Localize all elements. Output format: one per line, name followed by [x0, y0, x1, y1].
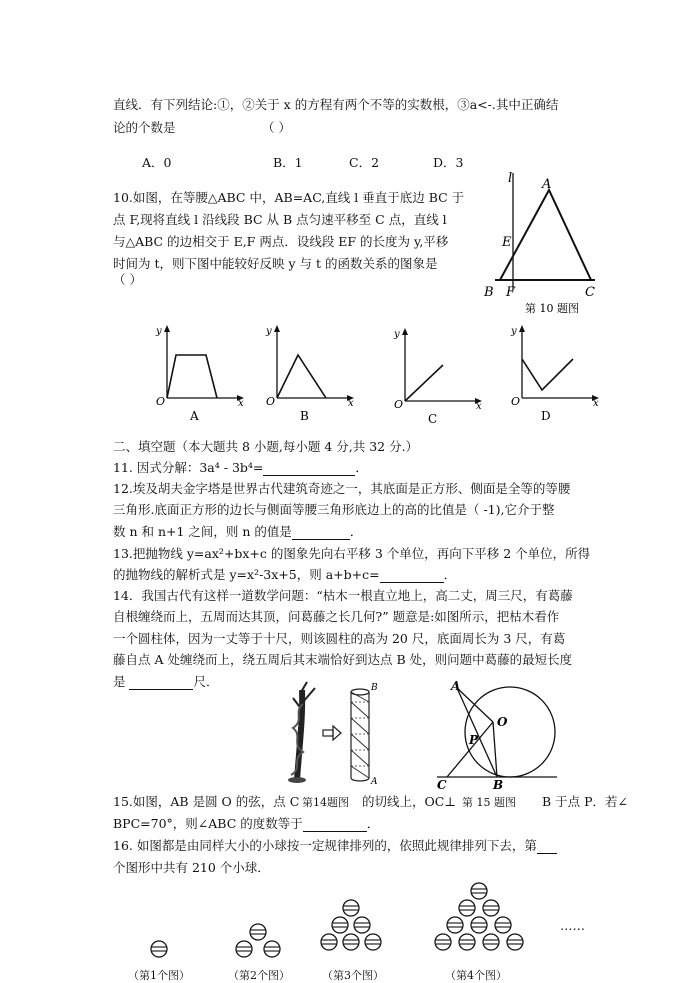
q12-line3-text: 数 n 和 n+1 之间，则 n 的值是 — [113, 524, 292, 539]
q16-caption-4: （第4个图） — [445, 969, 507, 982]
q11-question — [113, 458, 368, 476]
ball — [151, 941, 167, 957]
q13-line2-end: ． — [443, 567, 457, 582]
q13-answer-blank — [380, 567, 444, 583]
q12-line1: 12.埃及胡夫金字塔是世界古代建筑奇迹之一，其底面是正方形、侧面是全等的等腰 — [113, 481, 571, 496]
q9-line1: 直线．有下列结论:①，②关于 x 的方程有两个不等的实数根，③a<-.其中正确结 — [113, 97, 559, 112]
q10-graph-a-ylabel: y — [156, 326, 162, 337]
q10-graph-c-letter: C — [428, 412, 438, 426]
q14-line3: 一个圆柱体，因为一丈等于十尺，则该圆柱的高为 20 尺，底面周长为 3 尺，有葛 — [113, 631, 566, 646]
q16-caption-1: （第1个图） — [128, 969, 190, 982]
q10-graph-b-origin: O — [266, 395, 276, 408]
ball — [236, 941, 252, 957]
q16-caption-3: （第3个图） — [322, 969, 384, 982]
q13-line1: 13.把抛物线 y=ax²+bx+c 的图象先向右平移 3 个单位，再向下平移 2 个单位，所得 — [113, 546, 591, 561]
q9-option-b: B．1 — [273, 155, 303, 170]
cylinder-helix-icon — [351, 689, 369, 781]
q10-label-b: B — [484, 285, 494, 300]
figure-2-balls — [236, 924, 280, 957]
ball — [435, 934, 451, 950]
q10-graph-a — [150, 322, 250, 422]
q12-answer-blank — [292, 524, 350, 540]
q14-line1: 14．我国古代有这样一道数学问题：“枯木一根直立地上，高二丈，周三尺，有葛藤 — [113, 588, 573, 603]
q14-label-b: B — [371, 683, 378, 693]
q10-graph-a-letter: A — [190, 409, 199, 423]
q10-line5: （ ） — [113, 272, 142, 287]
ball — [495, 917, 511, 933]
q10-label-c: C — [585, 285, 595, 300]
q15-line2-text: BPC=70°，则∠ABC 的度数等于 — [113, 816, 303, 831]
q9-answer-paren: （ ） — [262, 120, 291, 135]
figure-1-balls — [151, 941, 167, 957]
ball — [459, 934, 475, 950]
q9-option-d: D．3 — [433, 155, 464, 170]
q10-line1: 10.如图，在等腰△ABC 中，AB=AC,直线 l 垂直于底边 BC 于 — [113, 190, 465, 205]
ball — [354, 917, 370, 933]
q11-end: ． — [355, 460, 368, 475]
q12-line3-end: ． — [349, 524, 363, 539]
ball — [471, 917, 487, 933]
q10-line2: 点 F,现将直线 l 沿线段 BC 从 B 点匀速平移至 C 点，直线 l — [113, 212, 447, 227]
q16-line1 — [113, 836, 557, 854]
q14-label-a: A — [371, 777, 378, 787]
ball — [459, 900, 475, 916]
ball — [507, 934, 523, 950]
q10-graph-d — [505, 322, 605, 422]
ball — [332, 917, 348, 933]
q10-graph-d-ylabel: y — [511, 326, 517, 337]
q10-line3: 与△ABC 的边相交于 E,F 两点．设线段 EF 的长度为 y,平移 — [113, 234, 449, 249]
q10-graph-b — [260, 322, 360, 422]
figure-4-balls — [435, 883, 523, 950]
q15-figure-caption: 第 15 题图 — [462, 796, 516, 809]
ball — [250, 924, 266, 940]
q10-label-f: F — [506, 285, 516, 300]
ball — [483, 900, 499, 916]
q14-line5 — [113, 672, 219, 690]
q14-answer-blank — [129, 674, 193, 690]
q14-line5-text: 是 — [113, 674, 130, 689]
q10-graph-d-origin: O — [511, 395, 521, 408]
q15-answer-blank — [303, 816, 367, 832]
q10-graph-c-origin: O — [394, 398, 404, 411]
q10-graph-c-xlabel: x — [476, 401, 482, 412]
q9-line2: 论的个数是 — [113, 120, 176, 135]
q9-option-a: A．0 — [142, 155, 172, 170]
q10-graph-d-letter: D — [541, 409, 551, 423]
q16-balls-figure — [100, 868, 620, 968]
q14-figure — [285, 680, 385, 790]
q12-line3 — [113, 522, 362, 540]
q14-figure-caption: 第14题图 — [302, 796, 349, 809]
ball — [264, 941, 280, 957]
tree-trunk-icon — [288, 682, 315, 783]
q13-line2-text: 的抛物线的解析式是 y=x²-3x+5，则 a+b+c= — [113, 567, 380, 582]
q10-graph-a-xlabel: x — [238, 398, 244, 409]
q10-graph-d-xlabel: x — [593, 398, 599, 409]
ball — [343, 900, 359, 916]
q16-caption-2: （第2个图） — [228, 969, 290, 982]
q15-line2 — [113, 814, 379, 832]
q10-graph-b-letter: B — [300, 409, 309, 423]
ball — [471, 883, 487, 899]
q15-line1b: 的切线上，OC⊥ — [362, 794, 457, 809]
q11-text: 11. 因式分解：3a⁴ - 3b⁴= — [113, 460, 264, 475]
q16-answer-blank — [537, 838, 557, 854]
right-arrow-icon — [323, 726, 341, 740]
q10-graph-b-ylabel: y — [266, 326, 272, 337]
q14-line4: 藤自点 A 处缠绕而上，绕五周后其末端恰好到达点 B 处，则问题中葛藤的最短长度 — [113, 652, 573, 667]
q14-line2: 自根缠绕而上，五周而达其顶，问葛藤之长几何?” 题意是:如图所示，把枯木看作 — [113, 609, 560, 624]
q10-graph-c — [388, 325, 488, 425]
figure-3-balls — [321, 900, 381, 950]
ball — [483, 934, 499, 950]
q15-label-b: B — [493, 778, 504, 792]
q10-label-e: E — [502, 235, 512, 250]
q9-option-c: C．2 — [349, 155, 380, 170]
q12-line2: 三角形.底面正方形的边长与侧面等腰三角形底边上的高的比值是（ -1),它介于整 — [113, 502, 555, 517]
q10-graph-b-xlabel: x — [348, 398, 354, 409]
q11-answer-blank — [263, 460, 355, 476]
q15-line2-end: ． — [366, 816, 380, 831]
q10-label-a: A — [542, 177, 552, 192]
ball — [365, 934, 381, 950]
q16-ellipsis: …… — [560, 918, 585, 933]
q13-line2 — [113, 565, 456, 583]
ball — [343, 934, 359, 950]
q10-graph-a-origin: O — [156, 395, 166, 408]
q15-label-p: P — [469, 733, 479, 747]
q10-triangle-figure — [480, 170, 600, 320]
q10-figure-caption: 第 10 题图 — [525, 302, 579, 315]
ball — [321, 934, 337, 950]
q10-line4: 时间为 t，则下图中能较好反映 y 与 t 的函数关系的图象是 — [113, 256, 438, 271]
q10-label-l: l — [508, 171, 513, 186]
q16-line2: 个图形中共有 210 个小球． — [113, 860, 270, 875]
q15-label-c: C — [437, 778, 447, 792]
q10-graph-c-ylabel: y — [394, 329, 400, 340]
section2-heading: 二、填空题（本大题共 8 小题,每小题 4 分,共 32 分.） — [113, 439, 419, 454]
q15-label-o: O — [497, 715, 508, 729]
q15-line1c: B 于点 P．若∠ — [542, 794, 629, 809]
q16-line1-text: 16. 如图都是由同样大小的小球按一定规律排列的，依照此规律排列下去，第 — [113, 838, 537, 853]
q15-label-a: A — [451, 679, 461, 693]
ball — [447, 917, 463, 933]
q15-figure — [435, 679, 560, 792]
q14-line5-end: 尺． — [193, 674, 219, 689]
q15-line1a: 15.如图，AB 是圆 O 的弦，点 C — [113, 794, 300, 809]
